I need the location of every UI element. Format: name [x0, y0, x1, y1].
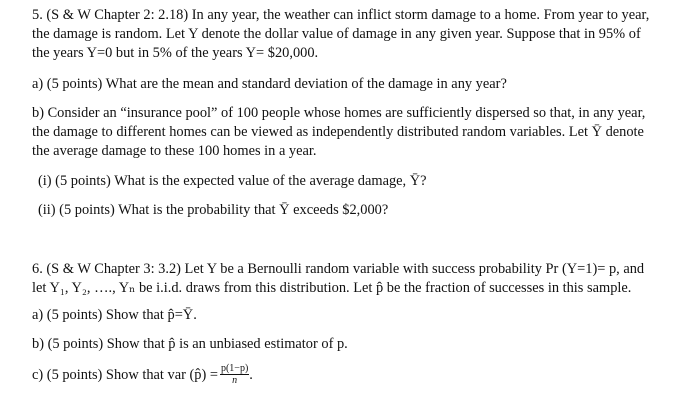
q6-c-period: . — [249, 366, 253, 383]
q6-part-b: b) (5 points) Show that p̂ is an unbiased estimator of p. — [32, 336, 348, 352]
q5-b-line-3: the average damage to these 100 homes in a year. — [32, 143, 317, 159]
q5-part-b — [32, 104, 672, 161]
q6-line-1: 6. (S & W Chapter 3: 3.2) Let Y be a Bernoulli random variable with success probability Pr (Y=1)= p, and — [32, 261, 645, 277]
variance-fraction — [220, 363, 249, 386]
q6-part-c — [32, 364, 253, 387]
q5-part-a: a) (5 points) What are the mean and standard deviation of the damage in any year? — [32, 76, 507, 92]
fraction-numerator: p(1−p) — [220, 363, 249, 374]
q5-part-b-i: (i) (5 points) What is the expected value of the average damage, Ȳ? — [38, 173, 427, 189]
q6-line-2: let Y₁, Y₂, …., Yₙ be i.i.d. draws from this distribution. Let p̂ be the fraction of successes in this sample. — [32, 280, 632, 296]
q5-line-2: the damage is random. Let Y denote the dollar value of damage in any given year. Suppose that in 95% of — [32, 26, 641, 42]
question-6-intro — [32, 260, 672, 298]
q5-line-1: 5. (S & W Chapter 2: 2.18) In any year, the weather can inflict storm damage to a home. From year to year, — [32, 7, 650, 23]
q6-part-a: a) (5 points) Show that p̂=Ȳ. — [32, 307, 197, 323]
fraction-denominator: n — [232, 375, 238, 386]
q5-line-3: the years Y=0 but in 5% of the years Y= $20,000. — [32, 45, 319, 61]
q5-b-line-2: the damage to different homes can be viewed as independently distributed random variables. Let Ȳ denote — [32, 124, 644, 140]
q5-b-line-1: b) Consider an “insurance pool” of 100 people whose homes are sufficiently dispersed so that, in any year, — [32, 105, 646, 121]
question-5-intro — [32, 6, 672, 63]
q6-c-text: c) (5 points) Show that var (p̂) = — [32, 366, 218, 383]
q5-part-b-ii: (ii) (5 points) What is the probability that Ȳ exceeds $2,000? — [38, 202, 389, 218]
